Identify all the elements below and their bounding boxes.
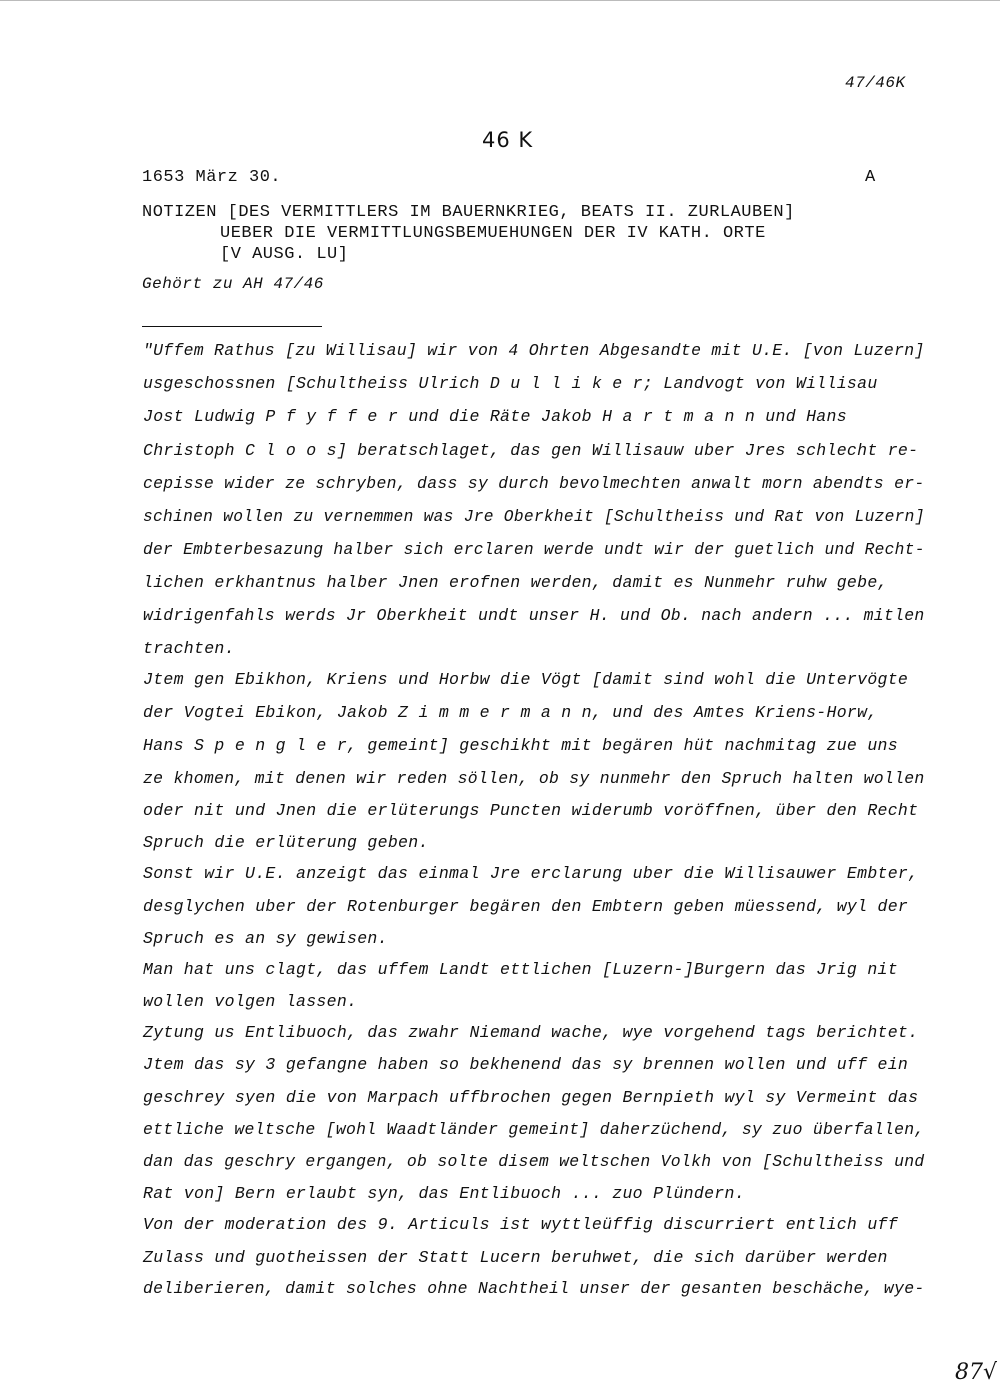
document-number: 46 K (482, 128, 534, 152)
body-line: geschrey syen die von Marpach uffbrochen gegen Bernpieth wyl sy Vermeint das (143, 1088, 919, 1107)
body-line: Spruch die erlüterung geben. (143, 833, 429, 852)
archive-reference: 47/46K (845, 74, 906, 92)
document-letter: A (865, 168, 876, 187)
body-line: lichen erkhantnus halber Jnen erofnen werden, damit es Nunmehr ruhw gebe, (143, 573, 888, 592)
page-top-edge (0, 0, 1000, 1)
body-line: Von der moderation des 9. Articuls ist wyttleüffig discurriert entlich uff (143, 1215, 898, 1234)
body-line: usgeschossnen [Schultheiss Ulrich D u l l i k e r; Landvogt von Willisau (143, 374, 878, 393)
body-line: Jtem gen Ebikhon, Kriens und Horbw die Vögt [damit sind wohl die Untervögte (143, 670, 909, 689)
title-line-1: NOTIZEN [DES VERMITTLERS IM BAUERNKRIEG, BEATS II. ZURLAUBEN] (142, 203, 795, 222)
body-line: der Vogtei Ebikon, Jakob Z i m m e r m a n n, und des Amtes Kriens-Horw, (143, 703, 878, 722)
body-line: oder nit und Jnen die erlüterungs Puncten widerumb voröffnen, über den Recht (143, 801, 919, 820)
handwritten-page-note: 87√ (955, 1360, 998, 1385)
section-divider (142, 326, 322, 327)
body-line: Zytung us Entlibuoch, das zwahr Niemand wache, wye vorgehend tags berichtet. (143, 1023, 919, 1042)
body-line: der Embterbesazung halber sich erclaren werde undt wir der guetlich und Recht- (143, 540, 925, 559)
body-line: ettliche weltsche [wohl Waadtländer gemeint] daherzüchend, sy zuo überfallen, (143, 1120, 925, 1139)
body-line: schinen wollen zu vernemmen was Jre Oberkheit [Schultheiss und Rat von Luzern] (143, 507, 925, 526)
body-line: Sonst wir U.E. anzeigt das einmal Jre erclarung uber die Willisauwer Embter, (143, 864, 919, 883)
body-line: trachten. (143, 639, 235, 658)
body-line: Christoph C l o o s] beratschlaget, das gen Willisauw uber Jres schlecht re- (143, 441, 919, 460)
belongs-to-note: Gehört zu AH 47/46 (142, 275, 324, 293)
body-line: Hans S p e n g l e r, gemeint] geschikht mit begären hüt nachmitag zue uns (143, 736, 898, 755)
body-line: "Uffem Rathus [zu Willisau] wir von 4 Ohrten Abgesandte mit U.E. [von Luzern] (143, 341, 925, 360)
body-line: ze khomen, mit denen wir reden söllen, ob sy nunmehr den Spruch halten wollen (143, 769, 925, 788)
body-line: deliberieren, damit solches ohne Nachtheil unser der gesanten beschäche, wye- (143, 1279, 925, 1298)
body-line: desglychen uber der Rotenburger begären den Embtern geben müessend, wyl der (143, 897, 909, 916)
body-line: dan das geschry ergangen, ob solte disem weltschen Volkh von [Schultheiss und (143, 1152, 925, 1171)
body-line: Rat von] Bern erlaubt syn, das Entlibuoch ... zuo Plündern. (143, 1184, 745, 1203)
body-line: Man hat uns clagt, das uffem Landt ettlichen [Luzern-]Burgern das Jrig nit (143, 960, 898, 979)
title-line-2: UEBER DIE VERMITTLUNGSBEMUEHUNGEN DER IV KATH. ORTE (220, 224, 766, 243)
body-line: Zulass und guotheissen der Statt Lucern beruhwet, die sich darüber werden (143, 1248, 888, 1267)
body-line: widrigenfahls werds Jr Oberkheit undt unser H. und Ob. nach andern ... mitlen (143, 606, 925, 625)
document-date: 1653 März 30. (142, 168, 282, 187)
body-line: wollen volgen lassen. (143, 992, 358, 1011)
body-line: Spruch es an sy gewisen. (143, 929, 388, 948)
body-line: Jtem das sy 3 gefangne haben so bekhenend das sy brennen wollen und uff ein (143, 1055, 909, 1074)
body-line: Jost Ludwig P f y f f e r und die Räte Jakob H a r t m a n n und Hans (143, 407, 847, 426)
title-line-3: [V AUSG. LU] (220, 245, 349, 264)
body-line: cepisse wider ze schryben, dass sy durch bevolmechten anwalt morn abendts er- (143, 474, 925, 493)
